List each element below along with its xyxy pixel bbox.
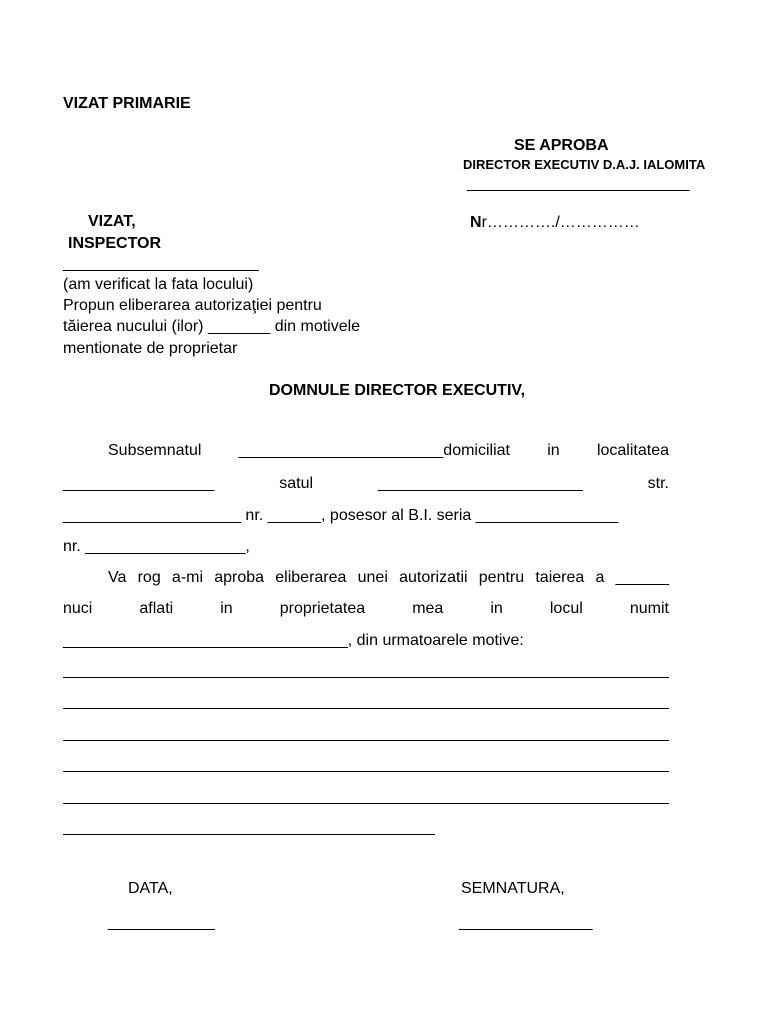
inspector-note-line4: mentionate de proprietar <box>63 340 238 357</box>
word: mea <box>412 600 444 617</box>
nr-field: r…………./…………… <box>481 214 640 231</box>
inspector-label: INSPECTOR <box>68 235 162 252</box>
village-field: _______________________ <box>378 475 583 492</box>
date-line: ____________ <box>108 914 215 931</box>
director-daj-title: DIRECTOR EXECUTIV D.A.J. IALOMITA <box>463 157 706 172</box>
word: Subsemnatul <box>108 442 202 459</box>
word: pentru <box>478 569 525 586</box>
word: a <box>595 569 605 586</box>
signature-label: SEMNATURA, <box>461 880 565 897</box>
vizat-label: VIZAT, <box>88 213 136 230</box>
word: in <box>220 600 233 617</box>
word: localitatea <box>596 442 669 459</box>
date-label: DATA, <box>128 880 173 897</box>
request-line-5 <box>108 568 669 588</box>
word: taierea <box>535 569 585 586</box>
director-signature-line: _________________________ <box>467 175 690 192</box>
request-line-7: ________________________________, din urmatoarele motive: <box>63 632 524 649</box>
reason-blank-line <box>63 740 669 741</box>
request-line-4: nr. __________________, <box>63 538 250 555</box>
registration-number <box>470 213 640 233</box>
reason-blank-line <box>63 834 435 835</box>
nr-prefix: N <box>470 214 482 231</box>
word: satul <box>279 475 314 492</box>
se-aproba-heading: SE APROBA <box>514 137 609 154</box>
word: eliberarea <box>275 569 347 586</box>
word: in <box>547 442 560 459</box>
word: aflati <box>139 600 174 617</box>
reason-blank-line <box>63 803 669 804</box>
word: numit <box>629 600 669 617</box>
word: unei <box>357 569 388 586</box>
word: autorizatii <box>399 569 468 586</box>
name-field: _______________________domiciliat <box>238 442 510 459</box>
word: locul <box>549 600 583 617</box>
reason-blank-line <box>63 771 669 772</box>
signature-line: _______________ <box>459 914 593 931</box>
word: in <box>490 600 503 617</box>
reason-blank-line <box>63 677 669 678</box>
reason-blank-line <box>63 708 669 709</box>
request-line-6 <box>63 599 669 619</box>
inspector-note-line3: tăierea nucului (ilor) _______ din motivele <box>63 318 361 335</box>
request-line-2 <box>63 474 669 494</box>
salutation: DOMNULE DIRECTOR EXECUTIV, <box>269 382 526 399</box>
vizat-primarie-heading: VIZAT PRIMARIE <box>63 95 191 112</box>
locality-field: _________________ <box>63 475 215 492</box>
word: proprietatea <box>279 600 366 617</box>
word: a-mi <box>171 569 204 586</box>
word: Va <box>108 569 127 586</box>
inspector-note-line1: (am verificat la fata locului) <box>63 276 254 293</box>
word: rog <box>137 569 161 586</box>
count-field: ______ <box>615 569 669 586</box>
word: str. <box>647 475 669 492</box>
word: nuci <box>63 600 93 617</box>
request-line-3: ____________________ nr. ______, posesor al B.I. seria ________________ <box>63 507 619 524</box>
request-line-1 <box>108 441 669 461</box>
word: aproba <box>214 569 265 586</box>
inspector-signature-line: ______________________ <box>63 255 259 272</box>
inspector-note-line2: Propun eliberarea autorizaţiei pentru <box>63 297 322 314</box>
